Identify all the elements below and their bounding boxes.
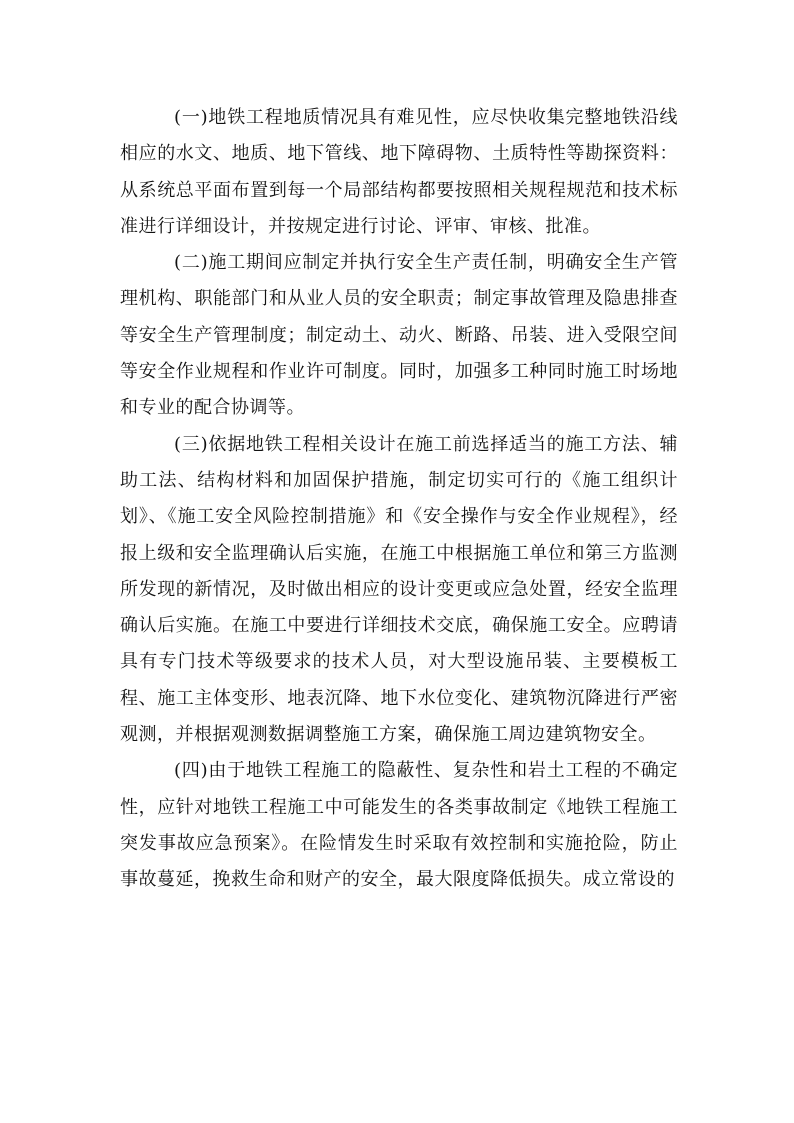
document-body bbox=[120, 100, 678, 899]
paragraph-3: (三)依据地铁工程相关设计在施工前选择适当的施工方法、辅助工法、结构材料和加固保护措施，制定切实可行的《施工组织计划》、《施工安全风险控制措施》和《安全操作与安全作业规程》，经报上级和安全监理确认后实施，在施工中根据施工单位和第三方监测所发现的新情况，及时做出相应的设计变更或应急处置，经安全监理确认后实施。在施工中要进行详细技术交底，确保施工安全。应聘请具有专门技术等级要求的技术人员，对大型设施吊装、主要模板工程、施工主体变形、地表沉降、地下水位变化、建筑物沉降进行严密观测，并根据观测数据调整施工方案，确保施工周边建筑物安全。 bbox=[120, 433, 678, 746]
paragraph-4: (四)由于地铁工程施工的隐蔽性、复杂性和岩土工程的不确定性，应针对地铁工程施工中可能发生的各类事故制定《地铁工程施工突发事故应急预案》。在险情发生时采取有效控制和实施抢险，防止事故蔓延，挽救生命和财产的安全，最大限度降低损失。成立常设的 bbox=[120, 760, 678, 891]
paragraph-2: (二)施工期间应制定并执行安全生产责任制，明确安全生产管理机构、职能部门和从业人员的安全职责；制定事故管理及隐患排查等安全生产管理制度；制定动土、动火、断路、吊装、进入受限空间等安全作业规程和作业许可制度。同时，加强多工种同时施工时场地和专业的配合协调等。 bbox=[120, 252, 678, 419]
paragraph-1: (一)地铁工程地质情况具有难见性，应尽快收集完整地铁沿线相应的水文、地质、地下管线、地下障碍物、土质特性等勘探资料：从系统总平面布置到每一个局部结构都要按照相关规程规范和技术标准进行详细设计，并按规定进行讨论、评审、审核、批准。 bbox=[120, 107, 678, 237]
